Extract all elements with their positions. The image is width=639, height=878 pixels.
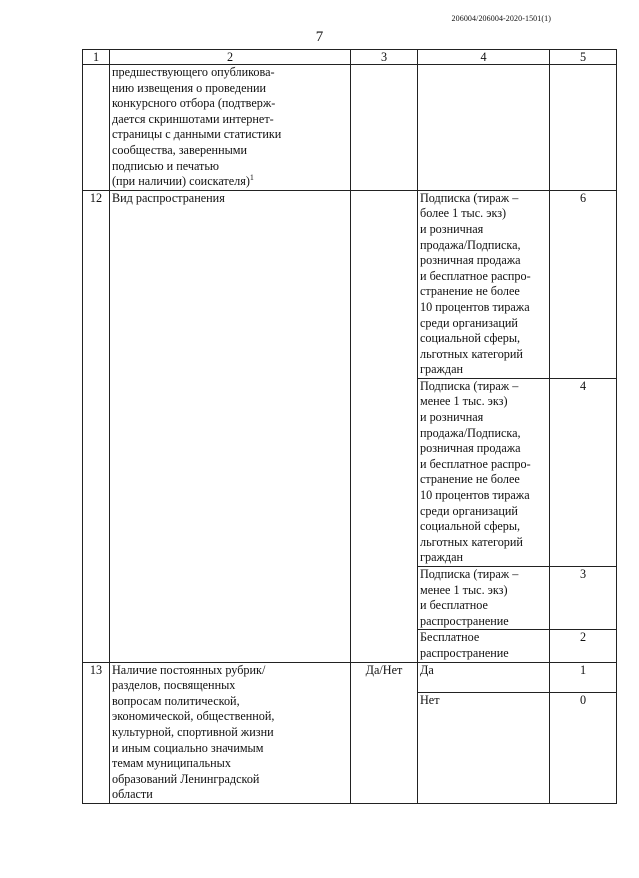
option-text: Нет xyxy=(418,692,550,803)
footnote-mark: 1 xyxy=(249,173,254,183)
option-score: 4 xyxy=(550,378,617,566)
column-header: 1 xyxy=(83,50,110,65)
table-row xyxy=(83,65,617,191)
criterion-continuation xyxy=(110,65,351,191)
column-header: 4 xyxy=(418,50,550,65)
option-text: Подписка (тираж – более 1 тыс. экз) и розничная продажа/Подписка, розничная продажа и бесплатное распро- странение не более 10 процентов тиража среди организаций социальной сферы, льготных категорий граждан xyxy=(418,190,550,378)
option-score: 0 xyxy=(550,692,617,803)
table-row xyxy=(83,662,617,692)
criteria-table xyxy=(82,49,617,804)
criterion-type: Да/Нет xyxy=(351,662,418,803)
column-header: 3 xyxy=(351,50,418,65)
criterion-text: Вид распространения xyxy=(110,190,351,662)
column-header: 2 xyxy=(110,50,351,65)
column-header: 5 xyxy=(550,50,617,65)
criterion-text: предшествующего опубликова- нию извещения о проведении конкурсного отбора (подтверж- дается скриншотами интернет- страницы с данными статистики сообщества, заверенными подписью и печатью (при наличии) соискателя) xyxy=(112,65,282,189)
option-score: 6 xyxy=(550,190,617,378)
option-text: Да xyxy=(418,662,550,692)
row-number: 12 xyxy=(83,190,110,662)
criterion-text: Наличие постоянных рубрик/ разделов, посвященных вопросам политической, экономической, общественной, культурной, спортивной жизни и иным социально значимым темам муниципальных образований Ленинградской области xyxy=(110,662,351,803)
page-number: 7 xyxy=(315,29,324,45)
table-header-row xyxy=(83,50,617,65)
document-id: 206004/206004-2020-1501(1) xyxy=(451,14,551,23)
option-score: 1 xyxy=(550,662,617,692)
table-row xyxy=(83,190,617,378)
option-score: 3 xyxy=(550,567,617,630)
option-text: Подписка (тираж – менее 1 тыс. экз) и розничная продажа/Подписка, розничная продажа и бесплатное распро- странение не более 10 процентов тиража среди организаций социальной сферы, льготных категорий граждан xyxy=(418,378,550,566)
row-number: 13 xyxy=(83,662,110,803)
option-score: 2 xyxy=(550,630,617,662)
option-text: Подписка (тираж – менее 1 тыс. экз) и бесплатное распространение xyxy=(418,567,550,630)
option-text: Бесплатное распространение xyxy=(418,630,550,662)
